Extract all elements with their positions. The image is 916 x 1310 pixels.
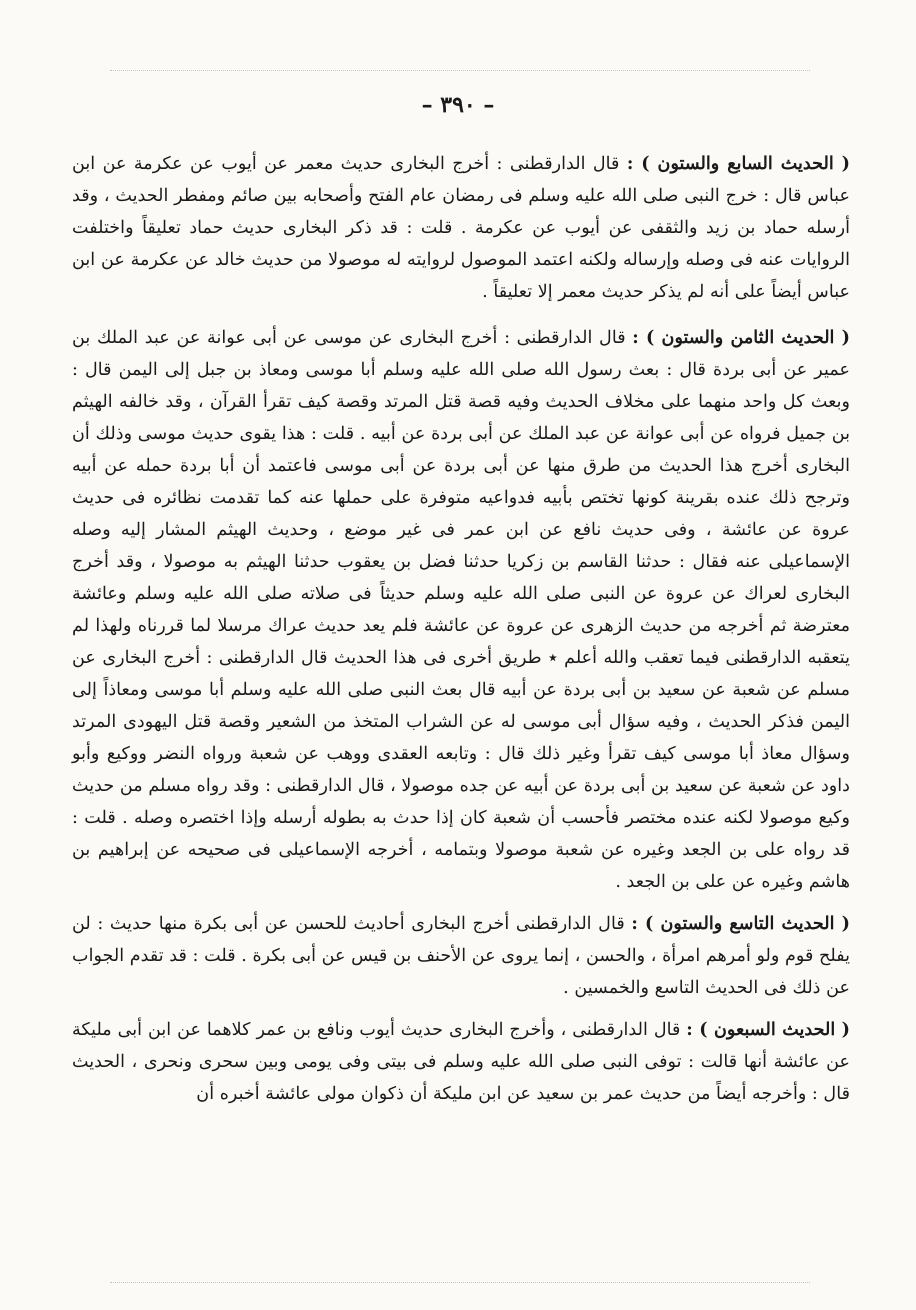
hadith-heading: ( الحديث الثامن والستون ) : xyxy=(632,327,850,348)
hadith-paragraph-69 xyxy=(72,908,850,1004)
hadith-text: قال الدارقطنى : أخرج البخارى عن موسى عن أبى عوانة عن عبد الملك بن عمير عن أبى بردة قال : بعث رسول الله صلى الله عليه وسلم أبا موسى ومعاذ بن جبل إلى اليمن قال : وبعث كل واحد منهما على مخلاف الحديث وفيه قصة قتل المرتد وقصة كيف تقرأ القرآن ، وقد خالفه الهيثم بن جميل فرواه عن أبى عوانة عن عبد الملك عن أبى بردة عن أبيه . قلت : هذا يقوى حديث موسى وذلك أن البخارى أخرج هذا الحديث من طرق منها عن أبى بردة عن أبى موسى فاعتمد أن أبا بردة حمله عن أبيه وترجح ذلك عنده بقرينة كونها تختص بأبيه فدواعيه متوفرة على حملها عنه كما تقدمت نظائره فى حديث عروة عن عائشة ، وفى حديث نافع عن ابن عمر فى غير موضع ، وحديث الهيثم المشار إليه وصله الإسماعيلى عنه فقال : حدثنا القاسم بن زكريا حدثنا فضل بن يعقوب حدثنا الهيثم به موصولا ، وقد أخرج البخارى لعراك عن عروة عن النبى صلى الله عليه وسلم حديثاً فى صلاته صلى الله عليه وسلم وعائشة معترضة ثم أخرجه من حديث الزهرى عن عروة عن عائشة فلم يعد حديث عراك مرسلا لما قررناه ولهذا لم يتعقبه الدارقطنى فيما تعقب والله أعلم ٭ طريق أخرى فى هذا الحديث قال الدارقطنى : أخرج البخارى عن مسلم عن شعبة عن سعيد بن أبى بردة عن أبيه قال بعث النبى صلى الله عليه وسلم أبا موسى ومعاذاً إلى اليمن فذكر الحديث ، وفيه سؤال أبى موسى له عن الشراب المتخذ من الشعير وقصة قتل اليهودى المرتد وسؤال معاذ أبا موسى كيف تقرأ وغير ذلك قال : وتابعه العقدى ووهب عن شعبة ورواه النضر ووكيع وأبو داود عن شعبة عن سعيد بن أبى بردة عن أبيه عن جده موصولا ، قال الدارقطنى : وقد رواه مسلم من حديث وكيع موصولا لكنه عنده مختصر فأحسب أن شعبة كان إذا حدث به بطوله أرسله وإذا اختصره وصله . قلت : قد رواه على بن الجعد وغيره عن شعبة موصولا وبتمامه ، أخرجه الإسماعيلى فى صحيحه عن إبراهيم بن هاشم وغيره عن على بن الجعد . xyxy=(72,328,850,892)
hadith-paragraph-67 xyxy=(72,148,850,308)
hadith-heading: ( الحديث السبعون ) : xyxy=(686,1019,850,1040)
page-body xyxy=(72,148,850,1120)
scan-artifact-line xyxy=(110,70,810,72)
hadith-heading: ( الحديث السابع والستون ) : xyxy=(626,153,850,174)
hadith-text: قال الدارقطنى أخرج البخارى أحاديث للحسن عن أبى بكرة منها حديث : لن يفلح قوم ولو أمرهم امرأة ، والحسن ، إنما يروى عن الأحنف بن قيس عن أبى بكرة . قلت : قد تقدم الجواب عن ذلك فى الحديث التاسع والخمسين . xyxy=(72,914,850,998)
page-number: – ٣٩٠ – xyxy=(421,92,495,118)
hadith-text: قال الدارقطنى ، وأخرج البخارى حديث أيوب ونافع بن عمر كلاهما عن ابن أبى مليكة عن عائشة أنها قالت : توفى النبى صلى الله عليه وسلم فى بيتى وفى يومى وبين سحرى ونحرى ، الحديث قال : وأخرجه أيضاً من حديث عمر بن سعيد عن ابن مليكة أن ذكوان مولى عائشة أخبره أن xyxy=(72,1020,850,1104)
hadith-paragraph-70 xyxy=(72,1014,850,1110)
scan-artifact-line xyxy=(110,1282,810,1284)
hadith-heading: ( الحديث التاسع والستون ) : xyxy=(631,913,850,934)
hadith-paragraph-68 xyxy=(72,322,850,898)
hadith-text: قال الدارقطنى : أخرج البخارى حديث معمر عن أيوب عن عكرمة عن ابن عباس قال : خرج النبى صلى الله عليه وسلم فى رمضان عام الفتح وأصحابه بين صائم ومفطر الحديث ، وقد أرسله حماد بن زيد والثقفى عن أيوب عن عكرمة . قلت : قد ذكر البخارى حديث حماد تعليقاً واختلفت الروايات عنه فى وصله وإرساله ولكنه اعتمد الموصول لروايته له موصولا من حديث خالد عن عكرمة عن ابن عباس أيضاً على أنه لم يذكر حديث معمر إلا تعليقاً . xyxy=(72,154,850,302)
